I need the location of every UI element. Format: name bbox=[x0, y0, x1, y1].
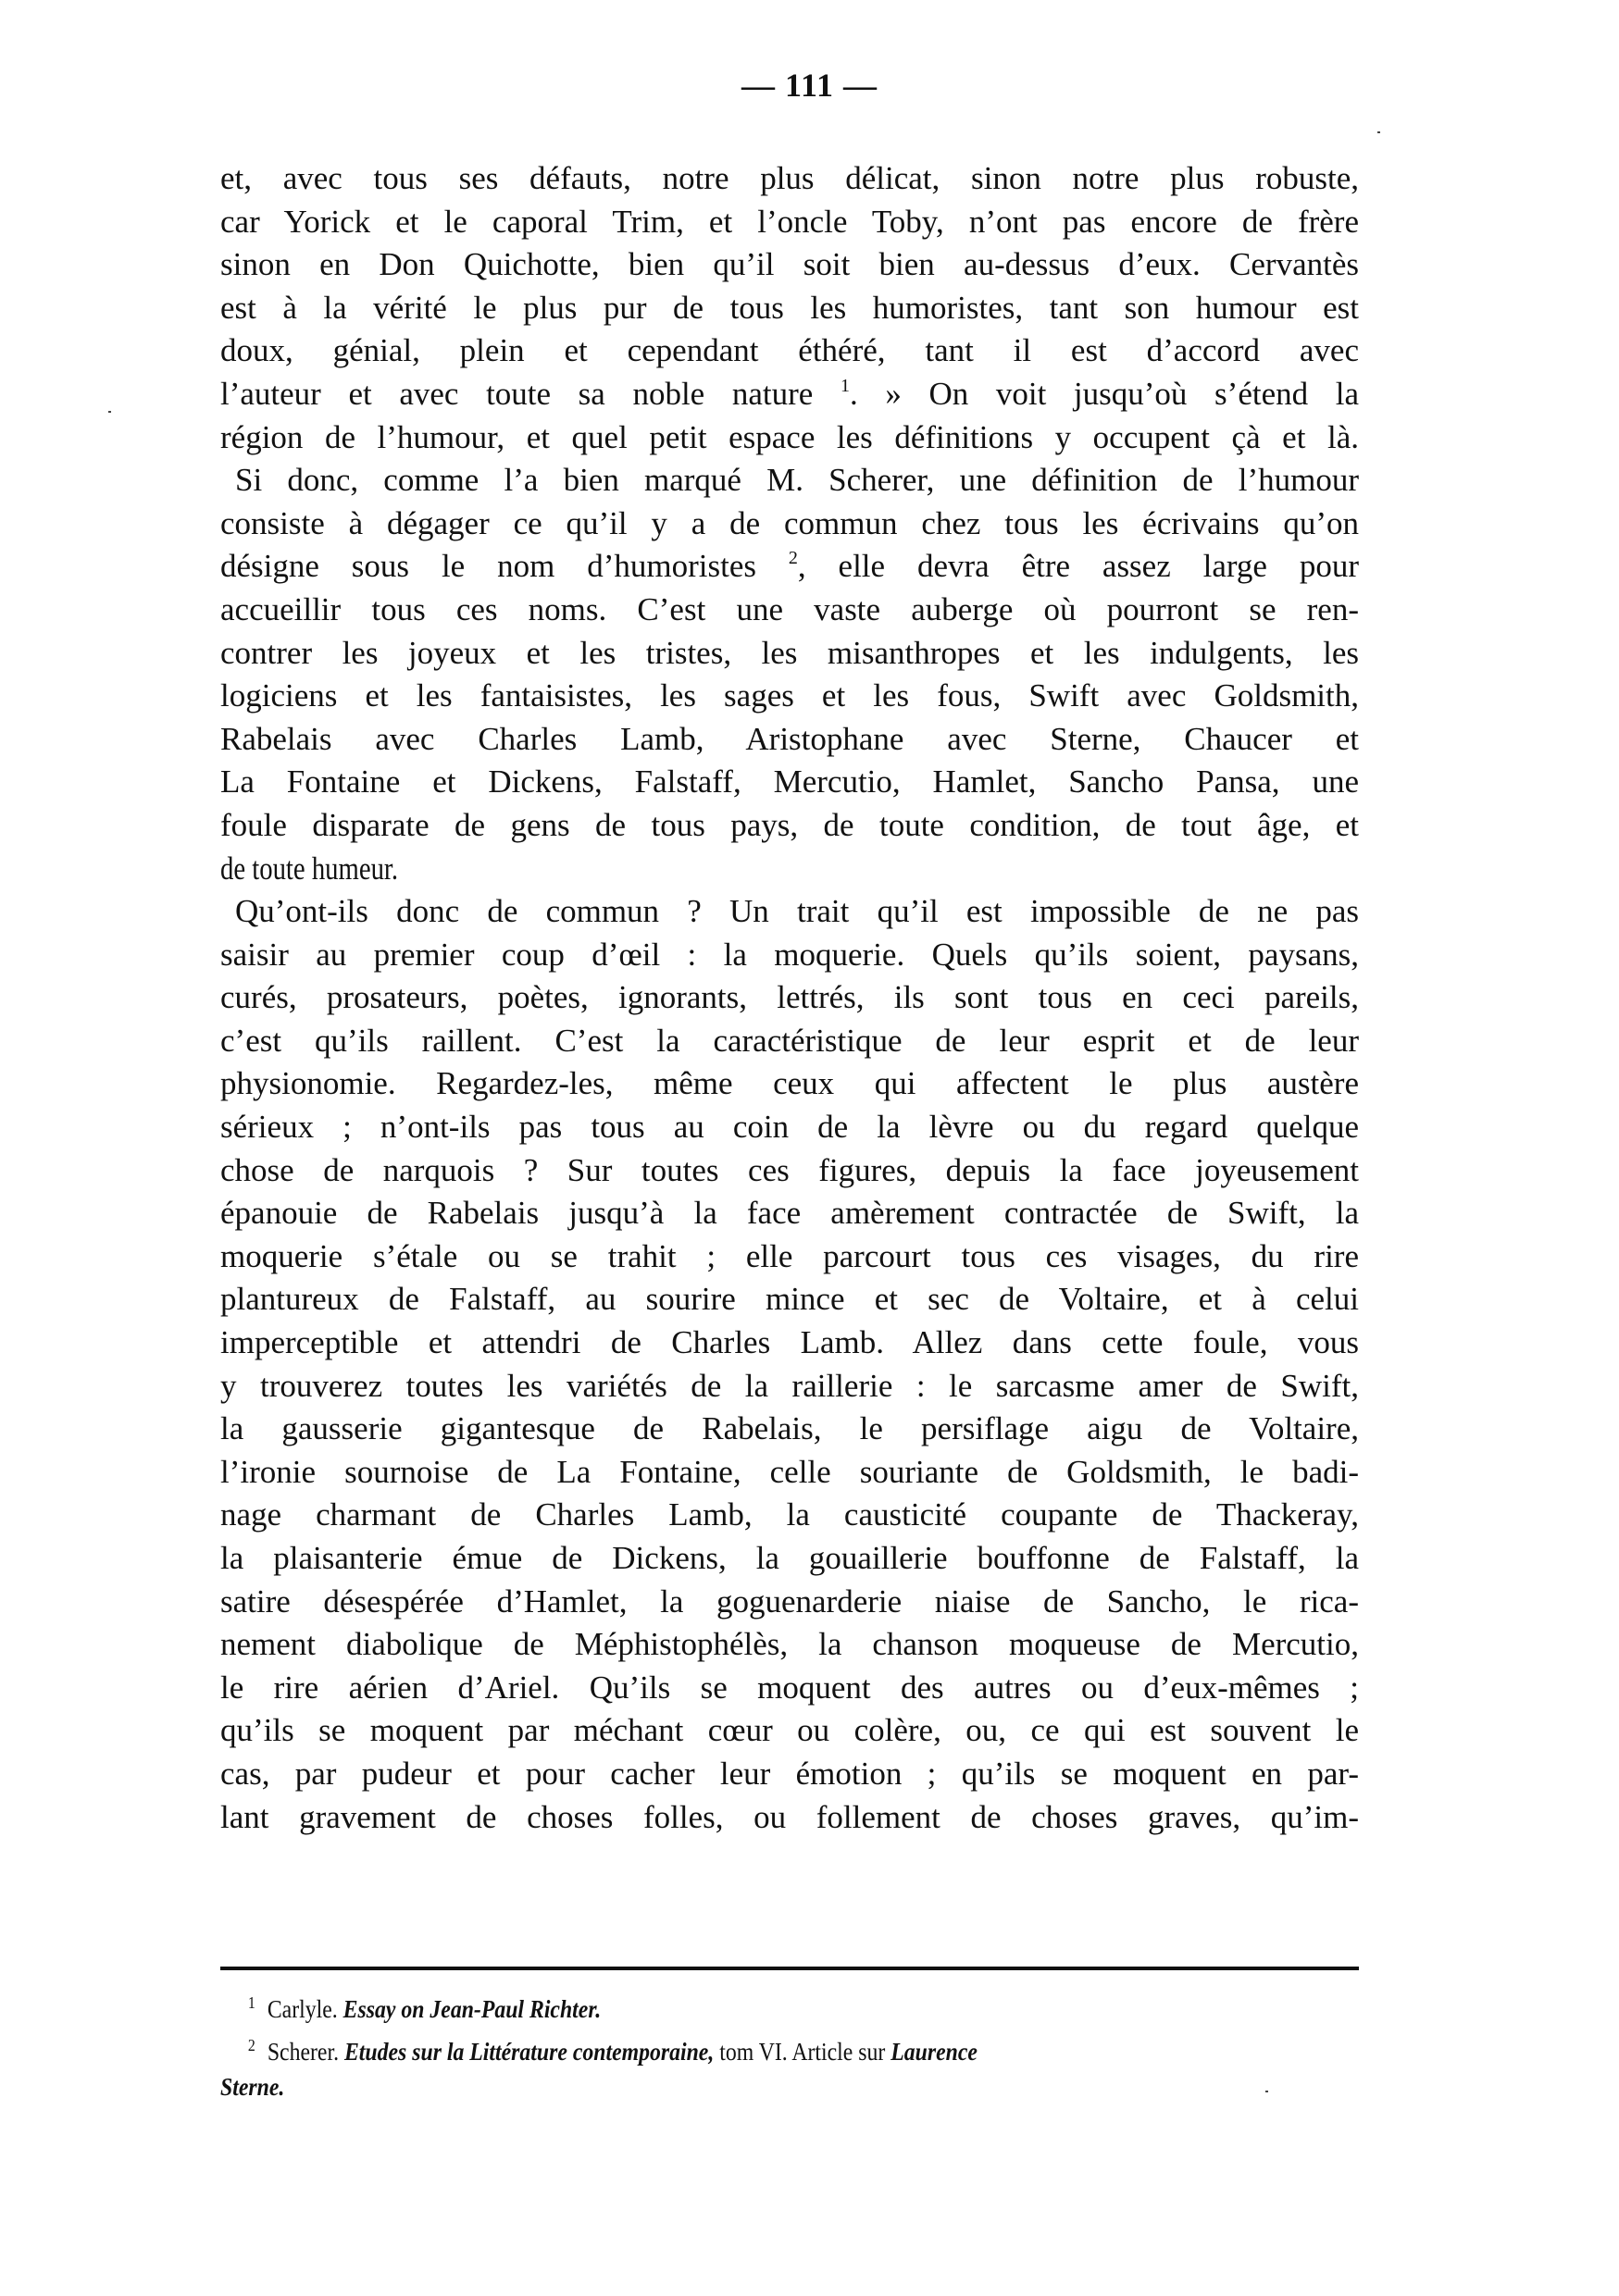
footnote-reference-marker: 1 bbox=[840, 375, 850, 396]
text-line bbox=[220, 243, 1359, 287]
text-line bbox=[220, 1537, 1359, 1581]
text-line-content: épanouie de Rabelais jusqu’à la face amèrement contractée de Swift, la bbox=[220, 1195, 1359, 1232]
text-line bbox=[220, 1581, 1359, 1624]
text-line-content: désigne sous le nom d’humoristes bbox=[220, 548, 756, 585]
text-line bbox=[220, 848, 1154, 891]
text-line bbox=[220, 1020, 1359, 1063]
footnote-separator-rule bbox=[220, 1967, 1359, 1970]
text-line bbox=[220, 1106, 1359, 1149]
text-line-content: doux, génial, plein et cependant éthéré, tant il est d’accord avec bbox=[220, 332, 1359, 369]
text-line-content: y trouverez toutes les variétés de la raillerie : le sarcasme amer de Swift, bbox=[220, 1367, 1359, 1404]
text-line-content: saisir au premier coup d’œil : la moquerie. Quels qu’ils soient, paysans, bbox=[220, 936, 1359, 973]
scan-speck bbox=[108, 411, 111, 413]
text-line-content: c’est qu’ils raillent. C’est la caractéristique de leur esprit et de leur bbox=[220, 1022, 1359, 1059]
text-line bbox=[220, 804, 1359, 848]
footnotes bbox=[220, 1988, 1359, 2104]
text-line-content: et, avec tous ses défauts, notre plus délicat, sinon notre plus robuste, bbox=[220, 160, 1359, 196]
text-line bbox=[220, 1451, 1359, 1495]
text-line-content: foule disparate de gens de tous pays, de toute condition, de tout âge, et bbox=[220, 806, 1359, 843]
text-line-content: curés, prosateurs, poètes, ignorants, lettrés, ils sont tous en ceci pareils, bbox=[220, 979, 1359, 1016]
text-line bbox=[220, 718, 1359, 762]
footnote-title-secondary: Laurence bbox=[890, 2038, 978, 2066]
text-line bbox=[220, 1322, 1359, 1365]
text-line-content: satire désespérée d’Hamlet, la goguenarderie niaise de Sancho, le rica- bbox=[220, 1582, 1359, 1620]
text-line bbox=[220, 1408, 1359, 1451]
text-line-content: moquerie s’étale ou se trahit ; elle parcourt tous ces visages, du rire bbox=[220, 1237, 1359, 1274]
footnote-continuation-text: Sterne. bbox=[220, 2073, 285, 2101]
text-line-content: la plaisanterie émue de Dickens, la gouaillerie bouffonne de Falstaff, la bbox=[220, 1540, 1359, 1576]
text-line bbox=[220, 675, 1359, 718]
text-line bbox=[220, 1494, 1359, 1537]
text-line-content: l’ironie sournoise de La Fontaine, celle souriante de Goldsmith, le badi- bbox=[220, 1453, 1359, 1490]
text-line-content: le rire aérien d’Ariel. Qu’ils se moquent des autres ou d’eux-mêmes ; bbox=[220, 1669, 1359, 1706]
text-line-content: la gausserie gigantesque de Rabelais, le persiflage aigu de Voltaire, bbox=[220, 1410, 1359, 1447]
text-line-content: nement diabolique de Méphistophélès, la chanson moqueuse de Mercutio, bbox=[220, 1626, 1359, 1663]
text-line bbox=[220, 761, 1359, 804]
text-line-content: Si donc, comme l’a bien marqué M. Scherer, une définition de l’humour bbox=[235, 462, 1359, 499]
text-line-content: consiste à dégager ce qu’il y a de commun chez tous les écrivains qu’on bbox=[220, 504, 1359, 541]
text-line-content: logiciens et les fantaisistes, les sages et les fous, Swift avec Goldsmith, bbox=[220, 677, 1359, 714]
text-line-content: cas, par pudeur et pour cacher leur émotion ; qu’ils se moquent en par- bbox=[220, 1755, 1359, 1792]
footnote-reference: tom VI. Article sur bbox=[719, 2038, 886, 2066]
text-line bbox=[220, 157, 1359, 201]
footnote-1 bbox=[220, 1988, 1222, 2030]
text-line bbox=[220, 976, 1359, 1020]
footnote-2 bbox=[220, 2030, 1222, 2073]
text-line-content: chose de narquois ? Sur toutes ces figures, depuis la face joyeusement bbox=[220, 1151, 1359, 1188]
text-line bbox=[220, 1623, 1359, 1667]
text-line bbox=[220, 459, 1359, 503]
scan-speck bbox=[1265, 2091, 1268, 2092]
text-line-content: lant gravement de choses folles, ou follement de choses graves, qu’im- bbox=[220, 1798, 1359, 1835]
text-line bbox=[220, 1796, 1359, 1840]
text-line-content: accueillir tous ces noms. C’est une vaste auberge où pourront se ren- bbox=[220, 590, 1359, 627]
text-line-content: imperceptible et attendri de Charles Lamb. Allez dans cette foule, vous bbox=[220, 1324, 1359, 1361]
text-line bbox=[220, 632, 1359, 676]
footnote-marker: 1 bbox=[247, 1993, 255, 2012]
footnote-title: Etudes sur la Littérature contemporaine, bbox=[343, 2038, 715, 2066]
footnote-author: Carlyle. bbox=[267, 1995, 338, 2023]
footnote-author: Scherer. bbox=[267, 2038, 340, 2066]
text-line bbox=[220, 1192, 1359, 1235]
text-line bbox=[220, 1149, 1359, 1193]
scan-speck bbox=[1377, 131, 1380, 133]
text-line-content: région de l’humour, et quel petit espace les définitions y occupent çà et là. bbox=[220, 418, 1359, 455]
text-line bbox=[220, 890, 1359, 934]
text-line bbox=[220, 373, 1359, 416]
body-text bbox=[220, 157, 1359, 1839]
text-line bbox=[220, 1667, 1359, 1710]
text-line bbox=[220, 1235, 1359, 1279]
text-line-content: car Yorick et le caporal Trim, et l’oncle Toby, n’ont pas encore de frère bbox=[220, 203, 1359, 240]
footnote-2-continuation bbox=[220, 2069, 1222, 2104]
footnote-reference-marker: 2 bbox=[788, 548, 798, 569]
text-line-content: l’auteur et avec toute sa noble nature bbox=[220, 375, 814, 412]
text-line bbox=[220, 589, 1359, 632]
text-line-content: physionomie. Regardez-les, même ceux qui affectent le plus austère bbox=[220, 1065, 1359, 1102]
text-line bbox=[220, 416, 1359, 460]
text-line-content: La Fontaine et Dickens, Falstaff, Mercutio, Hamlet, Sancho Pansa, une bbox=[220, 763, 1359, 800]
footnote-marker: 2 bbox=[247, 2036, 255, 2054]
text-line bbox=[220, 329, 1359, 373]
footnote-title: Essay on Jean-Paul Richter. bbox=[342, 1995, 602, 2023]
text-line-content: sinon en Don Quichotte, bien qu’il soit bien au-dessus d’eux. Cervantès bbox=[220, 246, 1359, 283]
text-line bbox=[220, 287, 1359, 330]
text-line bbox=[220, 1062, 1359, 1106]
page-number: — 111 — bbox=[741, 67, 878, 104]
text-line-content: Rabelais avec Charles Lamb, Aristophane avec Sterne, Chaucer et bbox=[220, 720, 1359, 757]
text-line bbox=[220, 201, 1359, 244]
text-line-content: plantureux de Falstaff, au sourire mince et sec de Voltaire, et à celui bbox=[220, 1281, 1359, 1318]
text-line-content-after: . » On voit jusqu’où s’étend la bbox=[849, 375, 1359, 412]
text-line bbox=[220, 1278, 1359, 1322]
text-line bbox=[220, 503, 1359, 546]
text-line-content: qu’ils se moquent par méchant cœur ou colère, ou, ce qui est souvent le bbox=[220, 1712, 1359, 1749]
text-line bbox=[220, 934, 1359, 977]
text-line-content: Qu’ont-ils donc de commun ? Un trait qu’il est impossible de ne pas bbox=[235, 893, 1359, 930]
text-line bbox=[220, 1753, 1359, 1796]
text-line bbox=[220, 1709, 1359, 1753]
text-line-content-after: , elle devra être assez large pour bbox=[797, 548, 1360, 585]
text-line-content: est à la vérité le plus pur de tous les humoristes, tant son humour est bbox=[220, 289, 1359, 326]
text-line-content: contrer les joyeux et les tristes, les misanthropes et les indulgents, les bbox=[220, 634, 1359, 671]
text-line bbox=[220, 1365, 1359, 1409]
text-line-content: sérieux ; n’ont-ils pas tous au coin de la lèvre ou du regard quelque bbox=[220, 1109, 1359, 1146]
text-line-content: de toute humeur. bbox=[220, 850, 399, 887]
text-line bbox=[220, 545, 1359, 589]
text-line-content: nage charmant de Charles Lamb, la causticité coupante de Thackeray, bbox=[220, 1496, 1359, 1533]
